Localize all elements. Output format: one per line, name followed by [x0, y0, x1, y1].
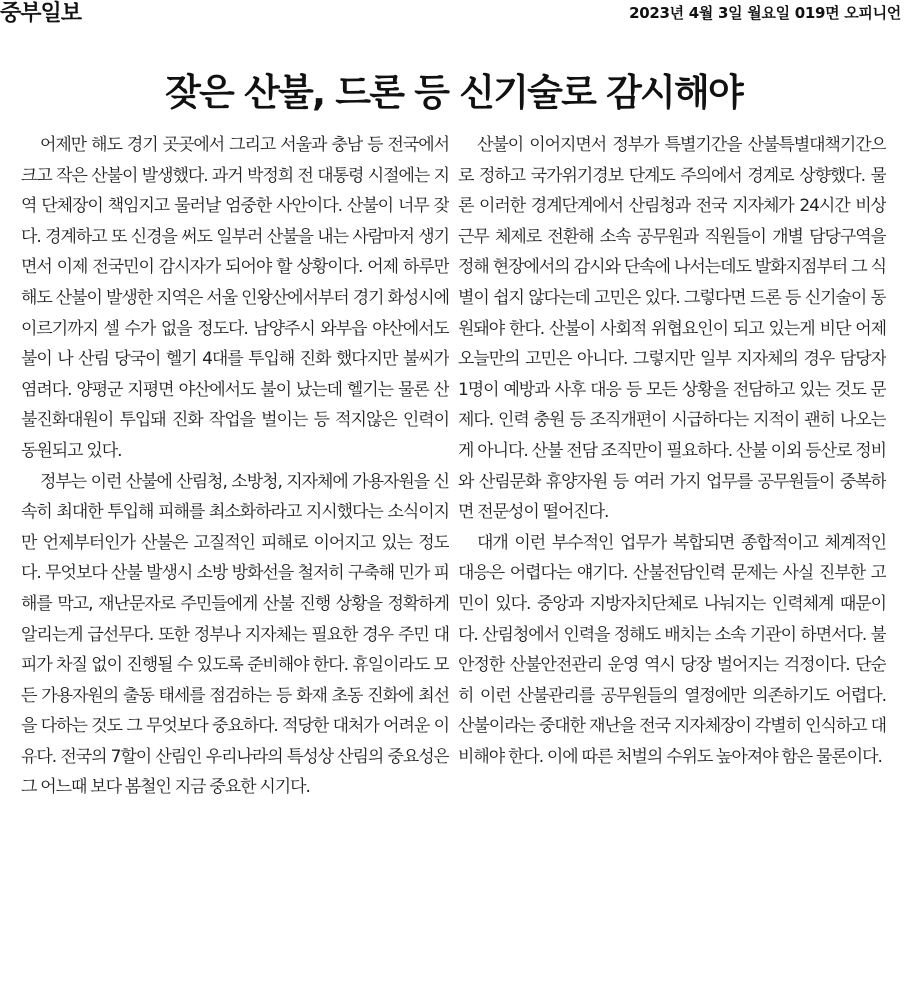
newspaper-logo: 중부일보	[0, 1, 82, 26]
paragraph: 대개 이런 부수적인 업무가 복합되면 종합적이고 체계적인 대응은 어렵다는 얘기다. 산불전담인력 문제는 사실 진부한 고민이 있다. 중앙과 지방자치단체로 나눠지는 인력체계 때문이다. 산림청에서 인력을 정해도 배치는 소속 기관이 하면서다. 불안정한 산불안전관리 운영 역시 당장 벌어지는 걱정이다. 단순히 이런 산불관리를 공무원들의 열정에만 의존하기도 어렵다. 산불이라는 중대한 재난을 전국 지자체장이 각별히 인식하고 대비해야 한다. 이에 따른 처벌의 수위도 높아져야 함은 물론이다.	[458, 532, 886, 767]
article-column-left	[21, 130, 449, 970]
paragraph: 어제만 해도 경기 곳곳에서 그리고 서울과 충남 등 전국에서 크고 작은 산불이 발생했다. 과거 박정희 전 대통령 시절에는 지역 단체장이 책임지고 물러날 엄중한 사안이다. 산불이 너무 잦다. 경계하고 또 신경을 써도 일부러 산불을 내는 사람마저 생기면서 이제 전국민이 감시자가 되어야 할 상황이다. 어제 하루만 해도 산불이 발생한 지역은 서울 인왕산에서부터 경기 화성시에 이르기까지 셀 수가 없을 정도다. 남양주시 와부읍 야산에서도 불이 나 산림 당국이 헬기 4대를 투입해 진화 했다지만 불씨가 염려다. 양평군 지평면 야산에서도 불이 났는데 헬기는 물론 산불진화대원이 투입돼 진화 작업을 벌이는 등 적지않은 인력이 동원되고 있다.	[21, 135, 449, 461]
dateline: 2023년 4월 3일 월요일 019면 오피니언	[629, 4, 901, 22]
paragraph: 정부는 이런 산불에 산림청, 소방청, 지자체에 가용자원을 신속히 최대한 투입해 피해를 최소화하라고 지시했다는 소식이지만 언제부터인가 산불은 고질적인 피해로 이어지고 있는 정도다. 무엇보다 산불 발생시 소방 방화선을 철저히 구축해 민가 피해를 막고, 재난문자로 주민들에게 산불 진행 상황을 정확하게 알리는게 급선무다. 또한 정부나 지자체는 필요한 경우 주민 대피가 차질 없이 진행될 수 있도록 준비해야 한다. 휴일이라도 모든 가용자원의 출동 태세를 점검하는 등 화재 초동 진화에 최선을 다하는 것도 그 무엇보다 중요하다. 적당한 대처가 어려운 이유다. 전국의 7할이 산림인 우리나라의 특성상 산림의 중요성은 그 어느때 보다 봄철인 지금 중요한 시기다.	[21, 471, 449, 798]
headline: 잦은 산불, 드론 등 신기술로 감시해야	[165, 70, 742, 114]
paragraph: 산불이 이어지면서 정부가 특별기간을 산불특별대책기간으로 정하고 국가위기경보 단계도 주의에서 경계로 상향했다. 물론 이러한 경계단계에서 산림청과 전국 지자체가 24시간 비상근무 체제로 전환해 소속 공무원과 직원들이 개별 담당구역을 정해 현장에서의 감시와 단속에 나서는데도 발화지점부터 그 식별이 쉽지 않다는데 고민은 있다. 그렇다면 드론 등 신기술이 동원돼야 한다. 산불이 사회적 위협요인이 되고 있는게 비단 어제 오늘만의 고민은 아니다. 그렇지만 일부 지자체의 경우 담당자 1명이 예방과 사후 대응 등 모든 상황을 전담하고 있는 것도 문제다. 인력 충원 등 조직개편이 시급하다는 지적이 괜히 나오는 게 아니다. 산불 전담 조직만이 필요하다. 산불 이외 등산로 정비와 산림문화 휴양자원 등 여러 가지 업무를 공무원들이 중복하면 전문성이 떨어진다.	[458, 135, 886, 523]
masthead	[0, 0, 907, 28]
article-column-right	[458, 130, 886, 970]
